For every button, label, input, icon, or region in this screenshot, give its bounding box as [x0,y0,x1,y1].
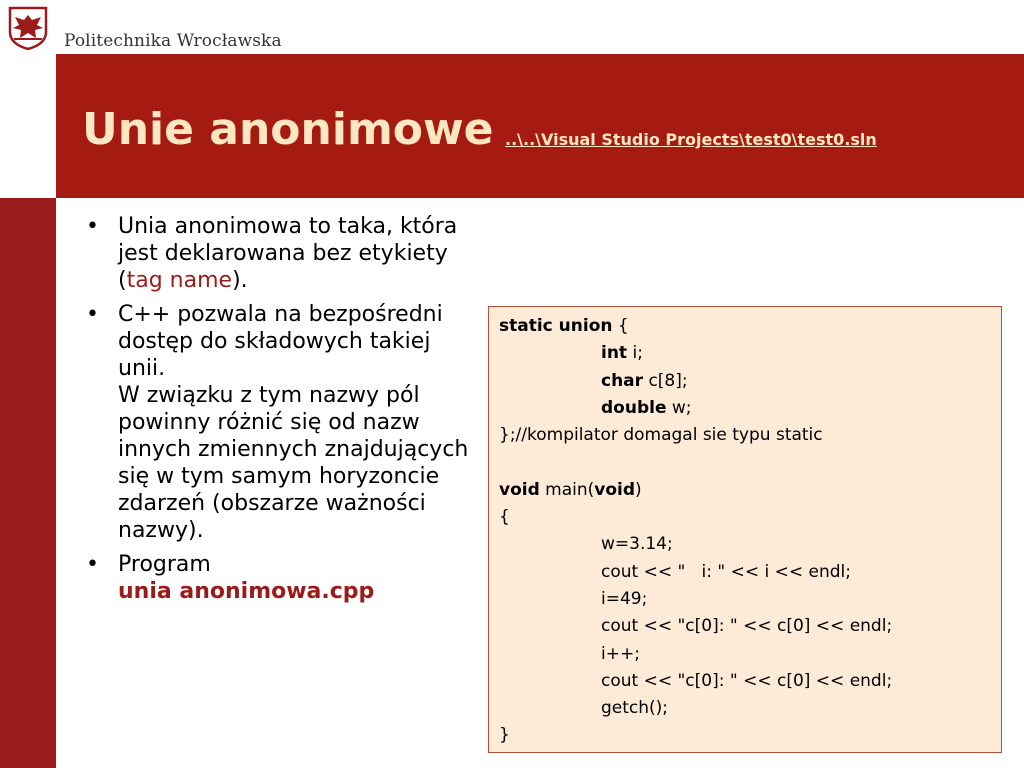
code-line: static union { [499,316,629,336]
program-file-link[interactable]: unia anonimowa.cpp [118,579,375,604]
bullet-text-after: ). [232,268,248,293]
eagle-crest-icon [8,6,48,50]
code-box [488,306,1002,753]
solution-file-link[interactable]: ..\..\Visual Studio Projects\test0\test0.sln [505,130,877,149]
code-line: } [499,725,510,746]
code-line: };//kompilator domagal sie typu static [499,425,823,446]
code-line: getch(); [601,698,669,719]
bullet-list [82,213,472,612]
code-line: int i; [601,343,643,364]
code-line: i++; [601,643,640,664]
tag-name-term: tag name [126,268,233,293]
institution-name: Politechnika Wrocławska [64,31,282,51]
code-line: double w; [601,397,692,418]
bullet-access-line1: C++ pozwala na bezpośredni dostęp do składowych takiej unii. [118,302,443,381]
bullet-access-line2: W związku z tym nazwy pól powinny różnić się od nazw innych zmiennych znajdujących się w tym samym horyzoncie zdarzeń (obszarze ważności nazwy). [118,383,469,543]
bullet-text-before: Unia anonimowa to taka, która jest deklarowana bez etykiety ( [118,214,458,293]
banner-left-strip [0,54,56,198]
code-line: cout << " i: " << i << endl; [601,561,851,582]
bullet-item-definition [82,213,472,294]
code-line: cout << "c[0]: " << c[0] << endl; [601,670,893,691]
code-line: i=49; [601,588,648,609]
code-line: void main(void) [499,479,642,500]
code-line: char c[8]; [601,370,688,391]
bullet-item-program [82,551,472,605]
program-label: Program [118,552,211,577]
bullet-item-access [82,301,472,544]
code-line: { [499,507,510,528]
slide-title: Unie anonimowe [82,104,494,155]
code-line: cout << "c[0]: " << c[0] << endl; [601,616,893,637]
code-blank-line [499,449,991,476]
logo-area [0,0,56,54]
code-line: w=3.14; [601,534,673,555]
